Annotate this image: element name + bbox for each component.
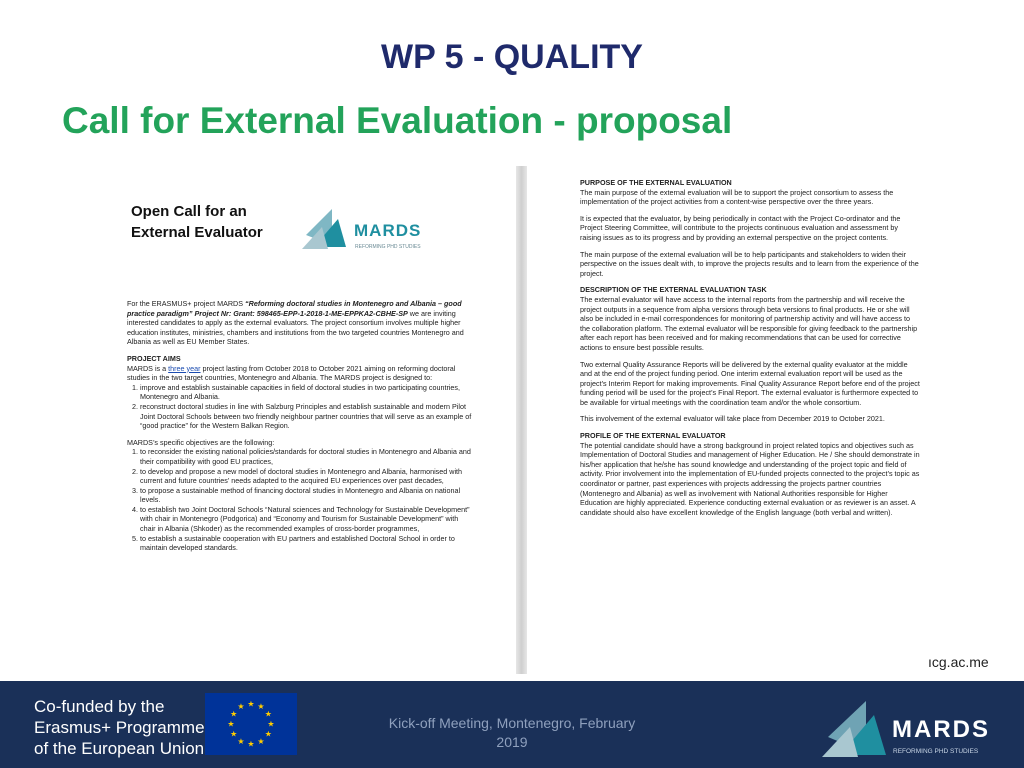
- eu-star-icon: ★: [247, 739, 255, 749]
- list-item: 5. to establish a sustainable cooperation with EU partners and established Doctoral School in order to maintain developed standards.: [140, 534, 472, 553]
- website-text: ıcg.ac.me: [928, 654, 989, 670]
- purpose-paragraph-3: The main purpose of the external evaluation will be to help participants and stakeholders to widen their perspective on the issues dealt with, to improve the projects results and to learn from the experience of the project.: [580, 249, 919, 278]
- list-item: 2. to develop and propose a new model of doctoral studies in Montenegro and Albania, harmonised with current and future countries’ needs adapted to the acquired EU experiences over past decades,: [140, 467, 472, 486]
- eu-star-icon: ★: [227, 719, 235, 729]
- project-name: “Reforming doctoral studies in Montenegro and Albania – good practice paradigm” Project Nr: Grant: 598465-EPP-1-2018-1-ME-EPPKA2-CBHE-SP: [127, 299, 462, 318]
- list-item: 1. to reconsider the existing national policies/standards for doctoral studies in Montenegro and Albania and their compatibility with good EU practices,: [140, 447, 472, 466]
- page-divider: [516, 166, 527, 674]
- call-title-line-2: External Evaluator: [131, 224, 263, 241]
- profile-heading: PROFILE OF THE EXTERNAL EVALUATOR: [580, 431, 726, 441]
- mards-logo-small: [302, 205, 442, 253]
- logo-footer-text: MARDS: [892, 716, 990, 743]
- document-left-column: [127, 299, 472, 560]
- list-item: 4. to establish two Joint Doctoral Schools “Natural sciences and Technology for Sustainable Development” with chair in Montenegro (Podgorica) and “Economy and Tourism for Sustainable Development” with chair in Albania (Shkoder) as the recommended examples of cross-border programmes,: [140, 505, 472, 534]
- objectives-list: [127, 447, 472, 553]
- eu-star-icon: ★: [237, 736, 245, 746]
- document-right-column: [580, 178, 920, 524]
- meeting-caption: Kick-off Meeting, Montenegro, February 2019: [388, 715, 636, 750]
- profile-paragraph: The potential candidate should have a strong background in project related topics and objectives such as Implementation of Doctoral Studies and management of Higher Education. He / She should demonstrate in his/her application that he/she has sound knowledge and understanding of the project topic and field of activity. Prior involvement into the implementation of EU-funded projects connected to the project’s topic as coordinator or partner, past experiences with projects addressing the projects partner countries (Montenegro and Albania) as well as involvement with National Authorities responsible for Higher Education are highly appreciated. Experience conducting external evaluation or as reviewer is an asset. A candidate should also have excellent knowledge of the English language (both verbal and written).: [580, 440, 920, 517]
- purpose-paragraph-2: It is expected that the evaluator, by being periodically in contact with the Project Co-ordinator and the Project Steering Committee, will contribute to the projects continuous evaluation and assessment by raising issues as to its progress and by providing an external perspective on the project contents.: [580, 213, 901, 242]
- logo-small-text: MARDS: [354, 221, 422, 240]
- three-year-link[interactable]: three year: [168, 363, 201, 373]
- intro-paragraph: For the ERASMUS+ project MARDS “Reforming doctoral studies in Montenegro and Albania – good practice paradigm” Project Nr: Grant: 598465-EPP-1-2018-1-ME-EPPKA2-CBHE-SP we are inviting interested candidates to apply as the external evaluators. The project consortium involves multiple higher education institutes, ministries, chambers and institutions from the two targeted countries Montenegro and Albania as well as EU Member States.: [127, 299, 464, 347]
- page-title: Call for External Evaluation - proposal: [62, 100, 733, 141]
- aims-list: [127, 383, 472, 431]
- list-item: 2. reconstruct doctoral studies in line with Salzburg Principles and establish sustainable and modern Pilot Joint Doctoral Schools between two friendly neighbour partner countries that will serve as an example of “good practice” for the Western Balkan Region.: [140, 402, 472, 431]
- eu-star-icon: ★: [257, 702, 265, 712]
- project-aims-paragraph: MARDS is a three year project lasting from October 2018 to October 2021 aiming on reforming doctoral studies in the two target countries, Montenegro and Albania. The MARDS project is designed to:: [127, 363, 456, 383]
- eu-star-icon: ★: [247, 699, 255, 709]
- wp-title: WP 5 - QUALITY: [381, 38, 643, 76]
- eu-star-icon: ★: [264, 729, 272, 739]
- task-paragraph-3: This involvement of the external evaluator will take place from December 2019 to October 2021.: [580, 414, 885, 424]
- project-aims-heading: PROJECT AIMS: [127, 353, 181, 363]
- eu-star-icon: ★: [230, 709, 238, 719]
- eu-flag-icon: [205, 693, 297, 755]
- objectives-intro: MARDS’s specific objectives are the following:: [127, 437, 275, 447]
- eu-star-icon: ★: [267, 719, 275, 729]
- task-heading: DESCRIPTION OF THE EXTERNAL EVALUATION TASK: [580, 285, 767, 295]
- purpose-paragraph-1: The main purpose of the external evaluation will be to support the project consortium to assess the implementation of the project activities from a content-wise perspective over the three years.: [580, 187, 894, 207]
- list-item: 3. to propose a sustainable method of financing doctoral studies in Montenegro and Albania on national levels.: [140, 486, 472, 505]
- cofunded-text: Co-funded by the Erasmus+ Programme of the European Union: [34, 697, 205, 758]
- mards-logo-footer: [822, 695, 1002, 759]
- eu-star-icon: ★: [257, 736, 265, 746]
- purpose-heading: PURPOSE OF THE EXTERNAL EVALUATION: [580, 178, 732, 187]
- logo-footer-sub: REFORMING PHD STUDIES: [893, 748, 979, 755]
- call-title-line-1: Open Call for an: [131, 203, 247, 220]
- logo-small-sub: REFORMING PHD STUDIES: [355, 244, 421, 250]
- eu-star-icon: ★: [230, 729, 238, 739]
- call-title: [131, 201, 301, 243]
- list-item: 1. improve and establish sustainable capacities in field of doctoral studies in two participating countries, Montenegro and Albania.: [140, 383, 472, 402]
- task-paragraph-1: The external evaluator will have access to the internal reports from the partnership and will receive the project outputs in a sequence from alpha versions through beta versions to final products. He or she will also be included in e-mail correspondences for monitoring of partnership activity and will have access to the collaboration platform. The external evaluator will be responsible for giving feedback to the partnership after each report has been received and for making recommendations that can be used for corrective actions to ensure best possible results.: [580, 294, 918, 352]
- eu-star-icon: ★: [264, 709, 272, 719]
- eu-star-icon: ★: [237, 702, 245, 712]
- task-paragraph-2: Two external Quality Assurance Reports will be delivered by the external quality evaluator at the middle and at the end of the project funding period. One interim external evaluation report will be used as the project’s Interim Report for making improvements. Final Quality Assurance Report before end of the project funding period will be used for the project’s Final Report. The external evaluator is furthermore expected to be available for virtual meetings with the coordination team and/or the whole consortium.: [580, 359, 920, 407]
